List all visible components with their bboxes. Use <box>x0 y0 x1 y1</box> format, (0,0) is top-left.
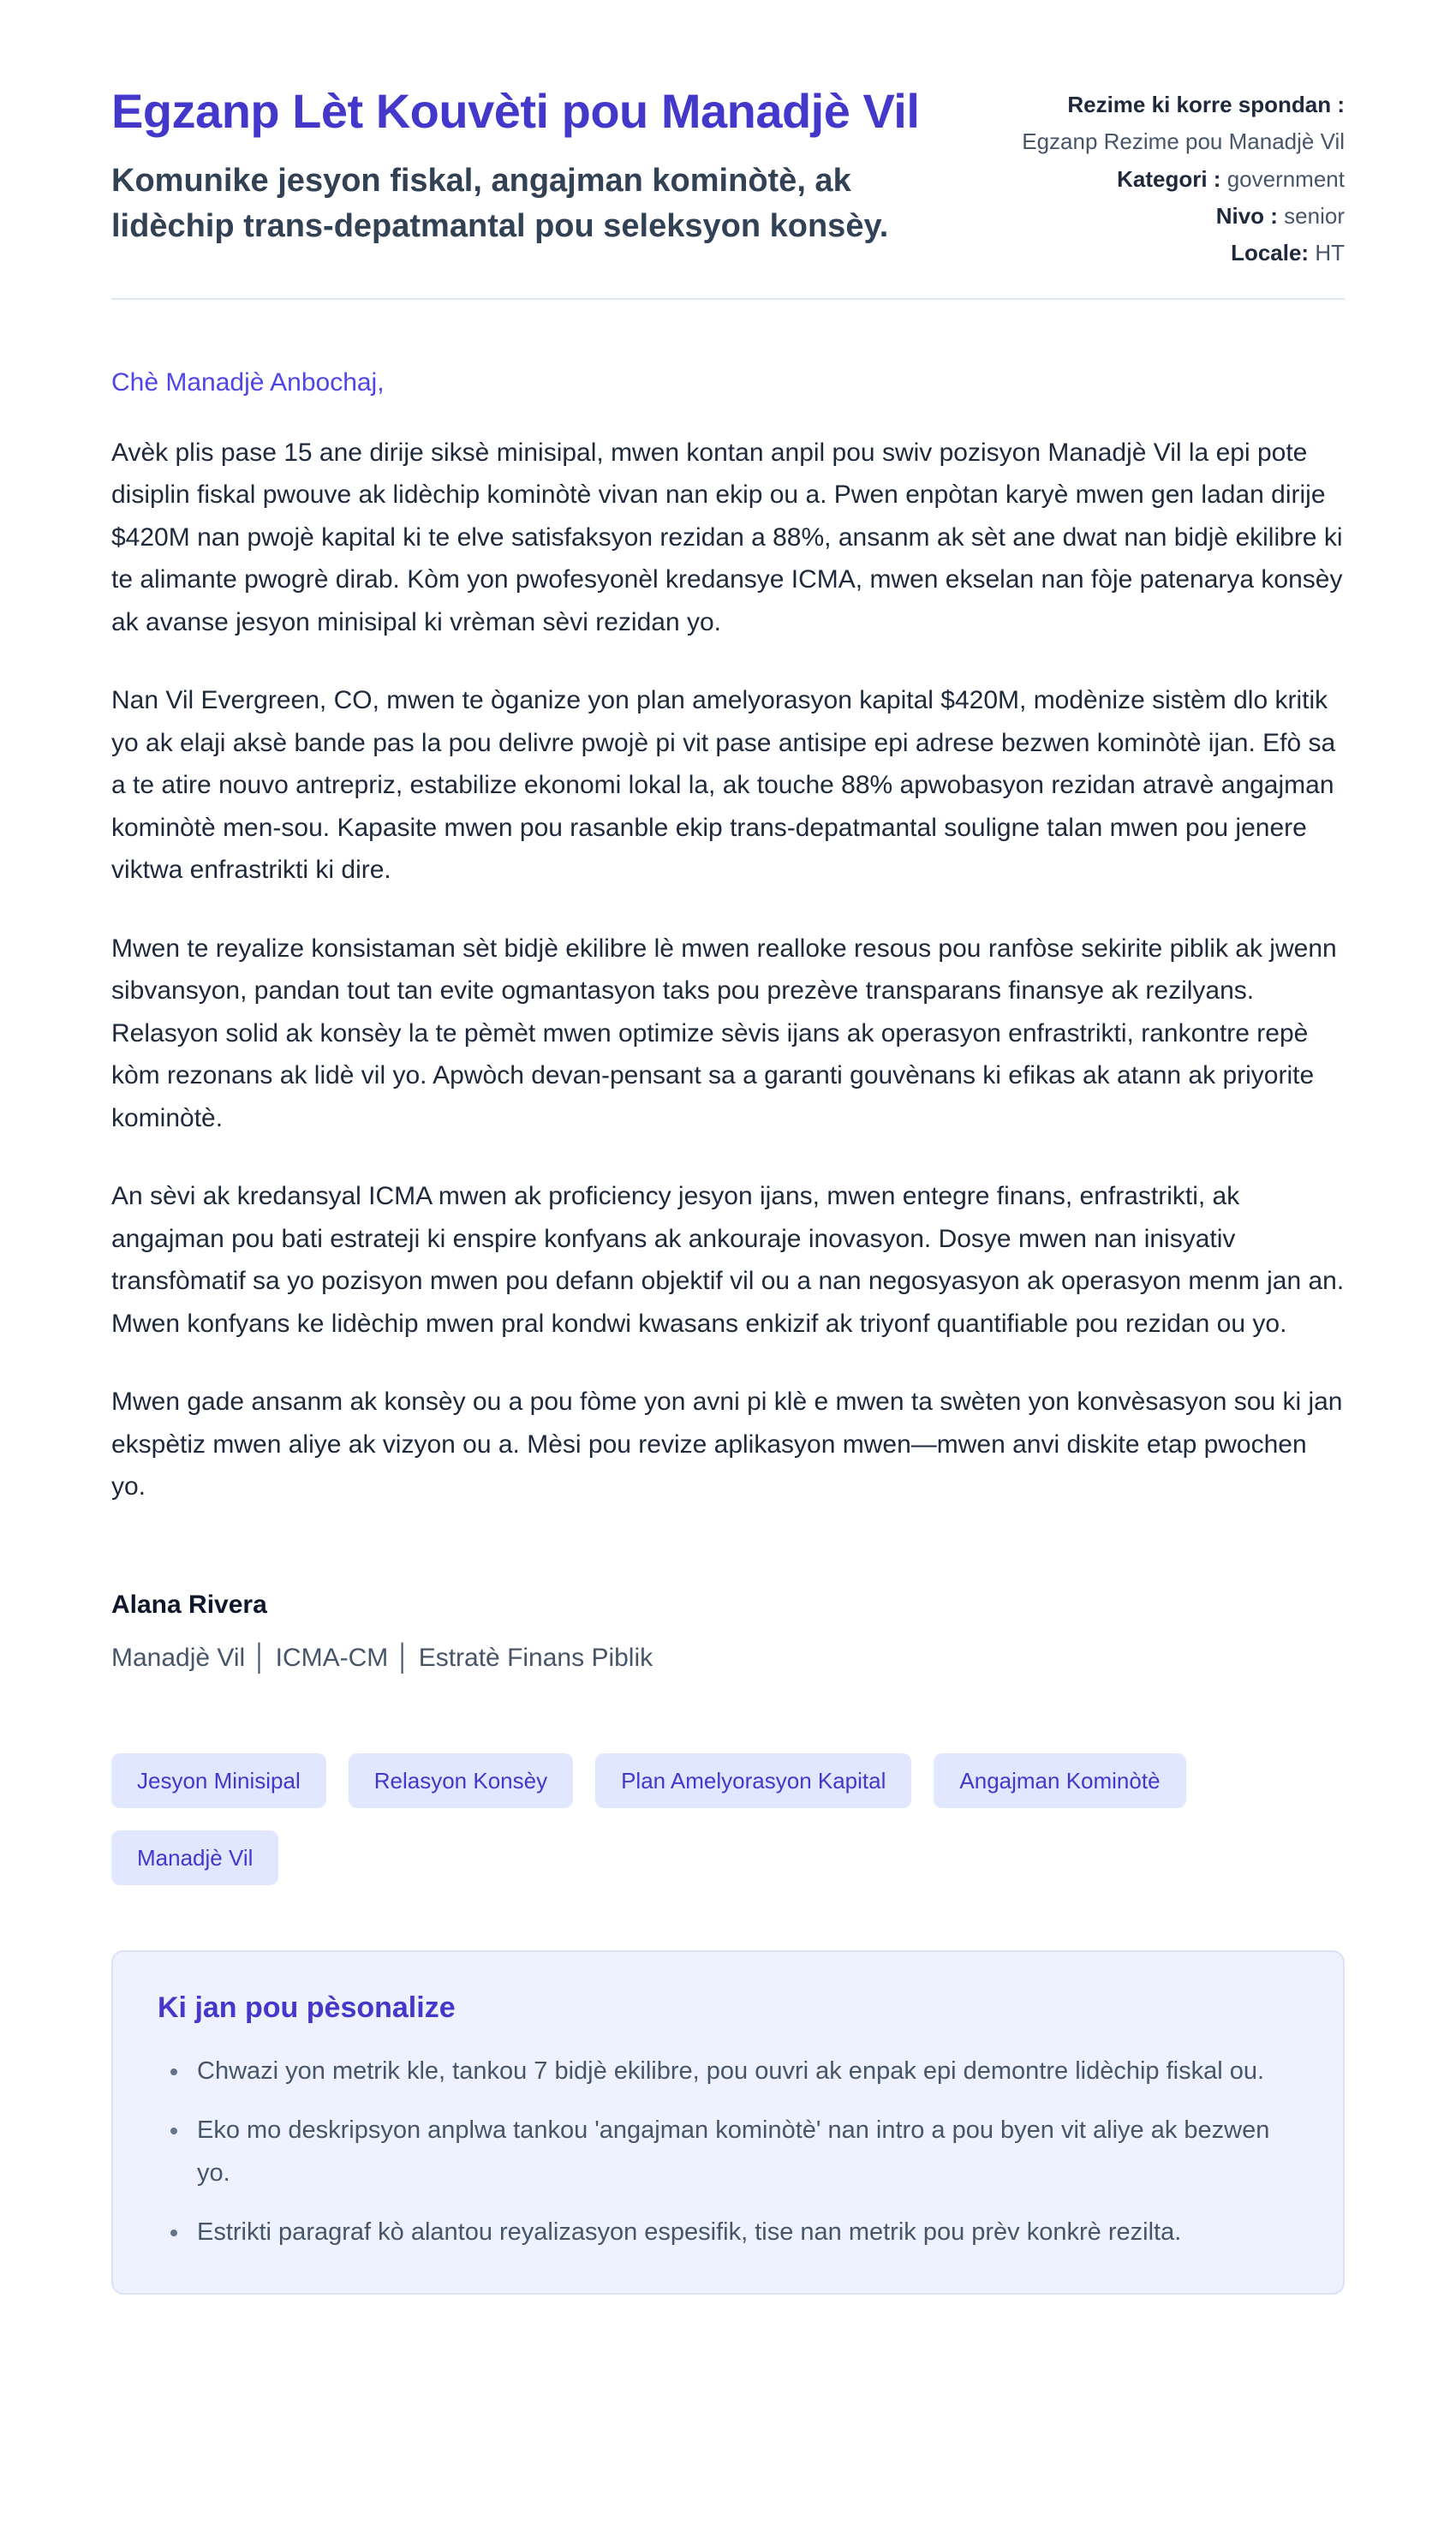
meta-category <box>1022 162 1345 196</box>
tags-row <box>111 1753 1345 1885</box>
meta-category-value: government <box>1226 165 1345 192</box>
page <box>111 0 1345 2303</box>
personalize-heading: Ki jan pou pèsonalize <box>158 1991 456 2024</box>
meta-category-label: Kategori : <box>1117 165 1221 192</box>
header-divider <box>111 298 1345 300</box>
letter-body <box>111 361 1345 1674</box>
meta-level-value: senior <box>1284 202 1345 229</box>
page-subtitle: Komunike jesyon fiskal, angajman kominòtè, ak lidèchip trans-depatmantal pou seleksyon konsèy. <box>111 163 889 245</box>
personalize-list <box>190 2050 1298 2253</box>
personalize-card <box>111 1950 1345 2295</box>
personalize-item: • Eko mo deskripsyon anplwa tankou 'angajman kominòtè' nan intro a pou byen vit aliye ak bezwen yo. <box>190 2110 1298 2194</box>
meta-resume-label-text: Rezime ki korre spondan : <box>1067 92 1345 117</box>
tag-relasyon-konsey[interactable]: Relasyon Konsèy <box>349 1753 573 1808</box>
page-title: Egzanp Lèt Kouvèti pou Manadjè Vil <box>111 84 920 138</box>
signature-name: Alana Rivera <box>111 1590 267 1619</box>
letter-paragraph: Mwen te reyalize konsistaman sèt bidjè ekilibre lè mwen realloke resous pou ranfòse sekirite piblik ak jwenn sibvansyon, pandan tout tan evite ogmantasyon taks pou prezève transparans finansye ak rezilyans. Relasyon solid ak konsèy la te pèmèt mwen optimize sèvis ijans ak operasyon enfrastrikti, rankontre repè kòm rezonans ak lidè vil yo. Apwòch devan-pensant sa a garanti gouvènans ki efikas ak atann ak priyorite kominòtè. <box>111 934 1337 1132</box>
letter-paragraph: Mwen gade ansanm ak konsèy ou a pou fòme yon avni pi klè e mwen ta swèten yon konvèsasyon sou ki jan ekspètiz mwen aliye ak vizyon ou a. Mèsi pou revize aplikasyon mwen—mwen anvi diskite etap pwochen yo. <box>111 1388 1343 1501</box>
meta-locale-label: Locale: <box>1231 240 1310 266</box>
personalize-item: • Estrikti paragraf kò alantou reyalizasyon espesifik, tise nan metrik pou prèv konkrè rezilta. <box>190 2212 1298 2253</box>
meta-locale-value: HT <box>1315 240 1345 266</box>
personalize-item: • Chwazi yon metrik kle, tankou 7 bidjè ekilibre, pou ouvri ak enpak epi demontre lidèchip fiskal ou. <box>190 2050 1298 2092</box>
meta-level <box>1022 199 1345 233</box>
signature-block <box>111 1590 1345 1674</box>
meta-resume-value: Egzanp Rezime pou Manadjè Vil <box>1022 128 1345 155</box>
letter-paragraph: Nan Vil Evergreen, CO, mwen te òganize yon plan amelyorasyon kapital $420M, modènize sistèm dlo kritik yo ak elaji aksè bande pas la pou delivre pwojè pi vit pase antisipe epi adrese bezwen kominòtè ijan. Efò sa a te atire nouvo antrepriz, estabilize ekonomi lokal la, ak touche 88% apwobasyon rezidan atravè angajman kominòtè men-sou. Kapasite mwen pou rasanble ekip trans-depatmantal souligne talan mwen pou jenere viktwa enfrastrikti ki dire. <box>111 686 1336 885</box>
tag-manadje-vil[interactable]: Manadjè Vil <box>111 1830 278 1885</box>
letter-paragraph: An sèvi ak kredansyal ICMA mwen ak proficiency jesyon ijans, mwen entegre finans, enfrastrikti, ak angajman pou bati estrateji ki enspire konfyans ak ankouraje inovasyon. Dosye mwen nan inisyativ transfòmatif sa yo pozisyon mwen pou defann objektif vil ou a nan negosyasyon ak operasyon menm jan an. Mwen konfyans ke lidèchip mwen pral kondwi kwasans enkizif ak triyonf quantifiable pou rezidan ou yo. <box>111 1182 1345 1338</box>
header-left <box>111 82 951 250</box>
letter-paragraph: Avèk plis pase 15 ane dirije siksè minisipal, mwen kontan anpil pou swiv pozisyon Manadjè Vil la epi pote disiplin fiskal pwouve ak lidèchip kominòtè vivan nan ekip ou a. Pwen enpòtan karyè mwen gen ladan dirije $420M nan pwojè kapital ki te elve satisfaksyon rezidan a 88%, ansanm ak sèt ane dwat nan bidjè ekilibre ki te alimante pwogrè dirab. Kòm yon pwofesyonèl kredansye ICMA, mwen ekselan nan fòje patenarya konsèy ak avanse jesyon minisipal ki vrèman sèvi rezidan yo. <box>111 438 1343 636</box>
meta-panel <box>1022 82 1345 272</box>
header <box>111 82 1345 272</box>
letter-salutation: Chè Manadjè Anbochaj, <box>111 368 385 397</box>
meta-resume-label <box>1022 87 1345 122</box>
meta-locale <box>1022 236 1345 270</box>
signature-title: Manadjè Vil │ ICMA-CM │ Estratè Finans Piblik <box>111 1643 653 1672</box>
tag-plan-amelyorasyon-kapital[interactable]: Plan Amelyorasyon Kapital <box>595 1753 911 1808</box>
tag-jesyon-minisipal[interactable]: Jesyon Minisipal <box>111 1753 326 1808</box>
tag-angajman-kominote[interactable]: Angajman Kominòtè <box>934 1753 1185 1808</box>
meta-level-label: Nivo : <box>1215 202 1278 229</box>
